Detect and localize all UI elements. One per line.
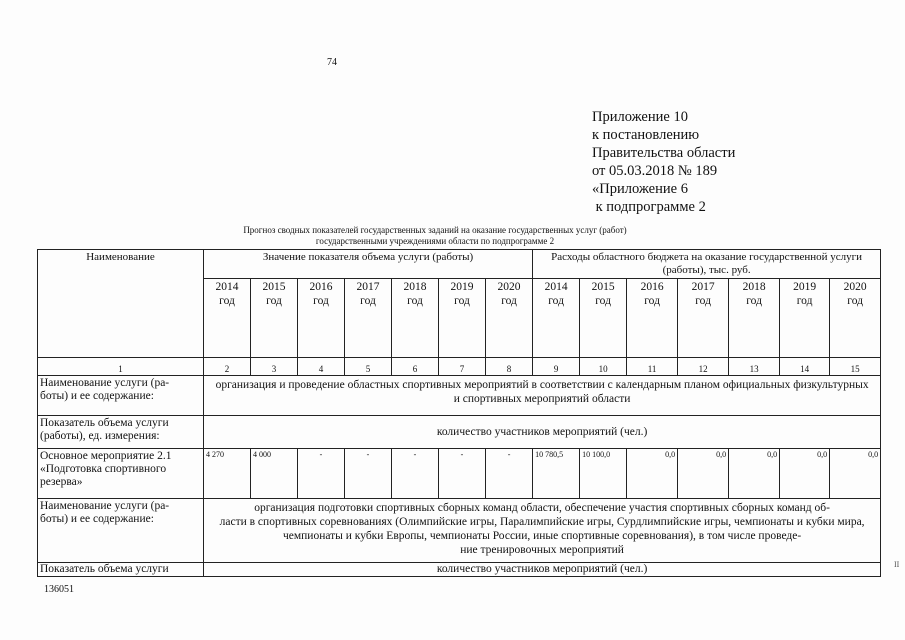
value-cell: - [439, 449, 486, 499]
edge-mark: II [894, 560, 900, 569]
column-number: 4 [298, 358, 345, 376]
column-numbers-row [38, 358, 881, 376]
year-word: год [746, 295, 762, 307]
value-cell: 0,0 [780, 449, 830, 499]
year-value: 2018 [403, 281, 427, 293]
value-cell: 0,0 [627, 449, 678, 499]
year-header [580, 279, 627, 358]
header-expense-group: Расходы областного бюджета на оказание государственной услуги (работы), тыс. руб. [533, 250, 881, 279]
appendix-line: «Приложение 6 [592, 181, 688, 197]
value-cell: 0,0 [678, 449, 729, 499]
value-cell: 0,0 [729, 449, 780, 499]
year-value: 2019 [450, 281, 474, 293]
column-number: 12 [678, 358, 729, 376]
year-header [392, 279, 439, 358]
column-number: 11 [627, 358, 678, 376]
year-word: год [360, 295, 376, 307]
table-title [200, 225, 670, 247]
column-number: 14 [780, 358, 830, 376]
year-word: год [595, 295, 611, 307]
year-header [729, 279, 780, 358]
volume-indicator: количество участников мероприятий (чел.) [204, 563, 881, 577]
appendix-line: Приложение 10 [592, 109, 688, 125]
year-word: год [644, 295, 660, 307]
column-number: 1 [38, 358, 204, 376]
column-number: 13 [729, 358, 780, 376]
year-header [251, 279, 298, 358]
page-number: 74 [327, 57, 337, 68]
year-header [780, 279, 830, 358]
volume-indicator: количество участников мероприятий (чел.) [204, 416, 881, 449]
year-value: 2019 [793, 281, 817, 293]
year-word: год [266, 295, 282, 307]
year-header [345, 279, 392, 358]
appendix-line: Правительства области [592, 145, 736, 161]
value-cell: 4 000 [251, 449, 298, 499]
table-row [38, 449, 881, 499]
year-word: год [313, 295, 329, 307]
column-number: 9 [533, 358, 580, 376]
document-code: 136051 [44, 584, 74, 595]
value-cell: - [345, 449, 392, 499]
year-word: год [407, 295, 423, 307]
value-cell: - [392, 449, 439, 499]
appendix-line: к постановлению [592, 127, 700, 143]
appendix-block [592, 108, 735, 216]
year-value: 2018 [742, 281, 766, 293]
header-volume-group: Значение показателя объема услуги (работы) [204, 250, 533, 279]
year-value: 2015 [262, 281, 286, 293]
year-value: 2015 [591, 281, 615, 293]
column-number: 8 [486, 358, 533, 376]
year-header [678, 279, 729, 358]
appendix-line: от 05.03.2018 № 189 [592, 163, 718, 179]
year-value: 2017 [356, 281, 380, 293]
row-label: Показатель объема услуги (работы), ед. измерения: [38, 416, 204, 449]
year-value: 2014 [544, 281, 568, 293]
value-cell: 10 100,0 [580, 449, 627, 499]
year-header [486, 279, 533, 358]
title-line-2: государственными учреждениями области по подпрограмме 2 [315, 236, 555, 246]
year-header [533, 279, 580, 358]
column-number: 10 [580, 358, 627, 376]
year-value: 2020 [843, 281, 867, 293]
column-number: 6 [392, 358, 439, 376]
service-content: организация подготовки спортивных сборных команд области, обеспечение участия спортивных сборных команд об- ласти в спортивных соревнованиях (Олимпийские игры, Паралимпийские игры, Сурдлимпийские игры, чемпионаты и кубки мира, чемпионаты и кубки Европы, чемпионаты России, иные спортивные соревнования), в том числе проведе- ние тренировочных мероприятий [204, 499, 881, 563]
year-value: 2020 [497, 281, 521, 293]
column-number: 5 [345, 358, 392, 376]
column-number: 3 [251, 358, 298, 376]
year-header [298, 279, 345, 358]
column-number: 15 [830, 358, 881, 376]
value-cell: 0,0 [830, 449, 881, 499]
row-label: Основное мероприятие 2.1 «Подготовка спортивного резерва» [38, 449, 204, 499]
value-cell: 4 270 [204, 449, 251, 499]
table-row [38, 416, 881, 449]
year-word: год [548, 295, 564, 307]
row-label: Наименование услуги (ра- боты) и ее содержание: [38, 499, 204, 563]
year-header [439, 279, 486, 358]
year-header [204, 279, 251, 358]
year-value: 2016 [640, 281, 664, 293]
row-label: Наименование услуги (ра- боты) и ее содержание: [38, 376, 204, 416]
year-word: год [219, 295, 235, 307]
value-cell: - [298, 449, 345, 499]
row-label: Показатель объема услуги [38, 563, 204, 577]
forecast-table [37, 249, 881, 577]
appendix-line: к подпрограмме 2 [592, 199, 706, 215]
value-cell: - [486, 449, 533, 499]
year-word: год [796, 295, 813, 307]
column-number: 7 [439, 358, 486, 376]
year-value: 2016 [309, 281, 333, 293]
year-header [627, 279, 678, 358]
table-row [38, 376, 881, 416]
year-word: год [695, 295, 711, 307]
year-value: 2014 [215, 281, 239, 293]
table-row [38, 499, 881, 563]
year-header [830, 279, 881, 358]
value-cell: 10 780,5 [533, 449, 580, 499]
service-content: организация и проведение областных спортивных мероприятий в соответствии с календарным планом официальных физкультурных и спортивных мероприятий области [204, 376, 881, 416]
title-line-1: Прогноз сводных показателей государственных заданий на оказание государственных услуг (работ) [243, 225, 627, 235]
year-word: год [847, 295, 863, 307]
column-number: 2 [204, 358, 251, 376]
year-value: 2017 [691, 281, 715, 293]
header-name: Наименование [38, 250, 204, 358]
table-row [38, 563, 881, 577]
year-word: год [454, 295, 470, 307]
year-word: год [501, 295, 517, 307]
